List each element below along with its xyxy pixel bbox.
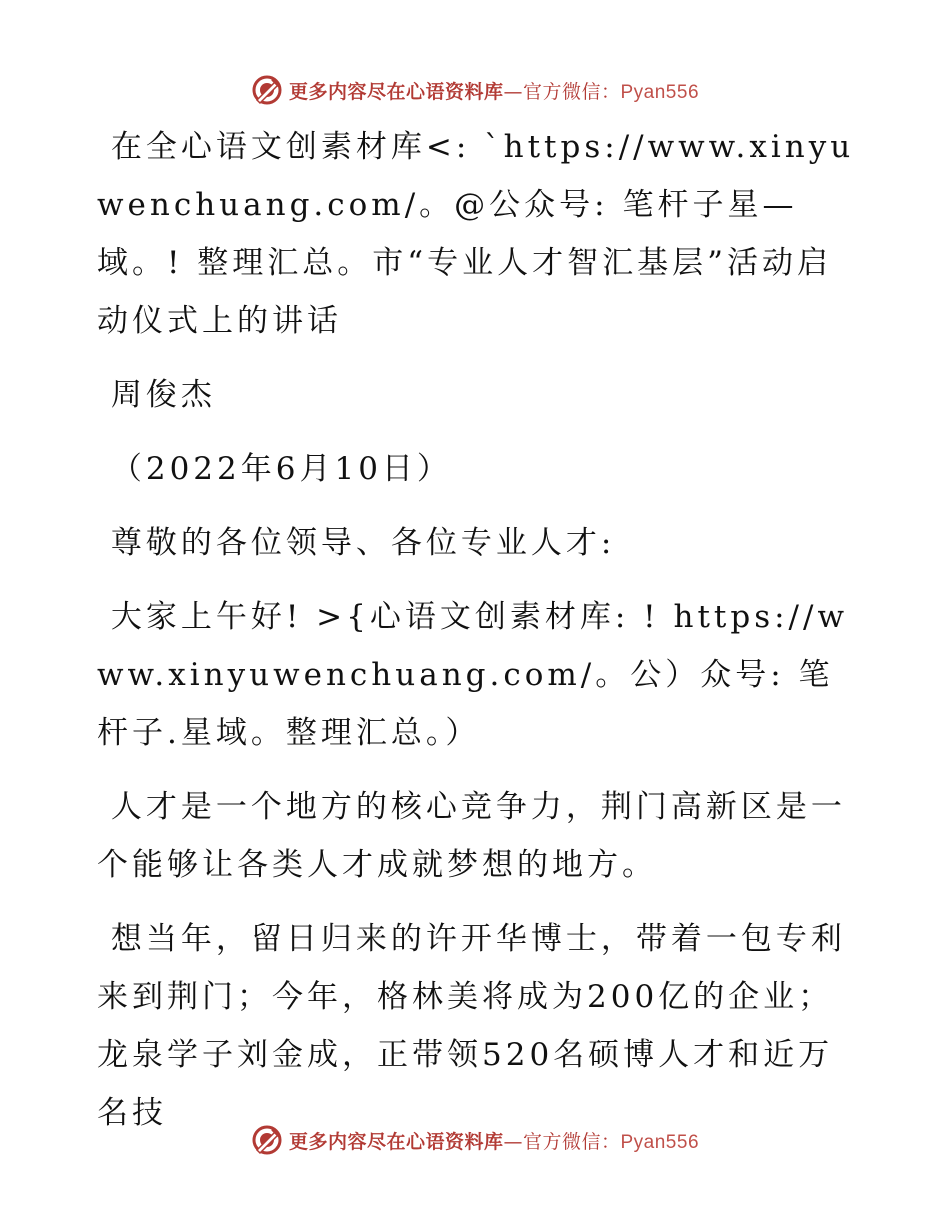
banner-account: Pyan556: [620, 81, 700, 103]
paragraph-talent: 人才是一个地方的核心竞争力，荆门高新区是一个能够让各类人才成就梦想的地方。: [97, 789, 846, 883]
banner-text: [289, 1127, 699, 1154]
banner-main: 更多内容尽在心语资料库: [288, 1130, 504, 1153]
banner-main: 更多内容尽在心语资料库: [288, 80, 504, 103]
paragraph-greeting: 大家上午好! >{心语文创素材库: ! https://www.xinyuwenchuang.com/。公）众号: 笔杆子.星域。整理汇总。）: [97, 599, 848, 751]
pen-seal-icon: [251, 74, 283, 106]
paragraph-history: 想当年，留日归来的许开华博士，带着一包专利来到荆门；今年，格林美将成为200亿的企业；龙泉学子刘金成，正带领520名硕博人才和近万名技: [97, 921, 846, 1131]
paragraph-title: 在全心语文创素材库<: `https://www.xinyuwenchuang.com/。@公众号: 笔杆子星—域。! 整理汇总。市“专业人才智汇基层”活动启动仪式上的讲话: [97, 129, 855, 339]
paragraph-salutation: 尊敬的各位领导、各位专业人才:: [97, 525, 616, 561]
banner-content: [251, 1124, 699, 1156]
banner-wechat-label: 官方微信：: [522, 1130, 621, 1153]
banner-text: [289, 77, 699, 104]
header-banner: [0, 70, 950, 110]
pen-seal-icon: [251, 1124, 283, 1156]
paragraph-date: （2022年6月10日）: [97, 451, 452, 487]
banner-dash: —: [503, 80, 523, 103]
document-body: [97, 118, 857, 1158]
banner-content: [251, 74, 699, 106]
paragraph-author: 周俊杰: [97, 377, 216, 413]
banner-account: Pyan556: [620, 1131, 700, 1153]
banner-wechat-label: 官方微信：: [522, 80, 621, 103]
footer-banner: [0, 1120, 950, 1160]
banner-dash: —: [503, 1130, 523, 1153]
